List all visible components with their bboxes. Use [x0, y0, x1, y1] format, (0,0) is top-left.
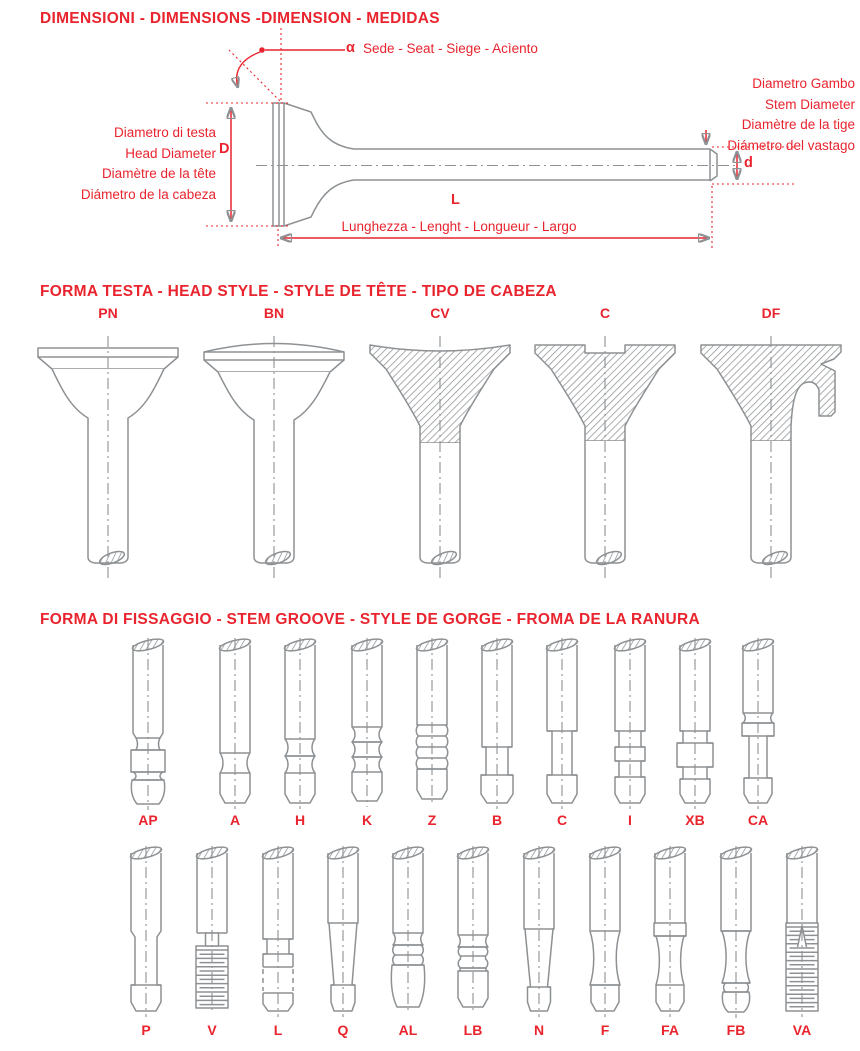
dimension-lines: [206, 28, 796, 249]
stem-groove-figure-fa: [637, 844, 703, 1020]
stem-figure-cell: [399, 636, 465, 812]
stem-figure-cell: [506, 844, 572, 1020]
stem-diameter-line-es: Diámetro del vastago: [727, 137, 855, 153]
head-style-figure-pn: [25, 328, 191, 592]
stem-groove-label-al: AL: [398, 1022, 418, 1038]
stem-figure-cell: [202, 636, 268, 812]
stem-groove-label-c: C: [556, 812, 568, 828]
stem-groove-figure-c: [529, 636, 595, 812]
head-diameter-line-es: Diámetro de la cabeza: [80, 186, 216, 202]
stem-groove-figure-h: [267, 636, 333, 812]
stem-figure-cell: [115, 636, 181, 812]
stem-diameter-line-en: Stem Diameter: [764, 96, 855, 112]
stem-groove-figure-b: [464, 636, 530, 812]
alpha-symbol: α: [346, 40, 355, 56]
seat-label: Sede - Seat - Siege - Acìento: [363, 41, 538, 56]
dimensions-section-title: DIMENSIONI - DIMENSIONS -DIMENSION - MEDIDAS: [40, 10, 440, 27]
stem-figure-cell: [464, 636, 530, 812]
stem-groove-label-h: H: [294, 812, 306, 828]
stem-groove-label-v: V: [207, 1022, 217, 1038]
stem-figure-cell: [375, 844, 441, 1020]
length-label: Lunghezza - Lenght - Longueur - Largo: [341, 219, 577, 234]
stem-groove-label-b: B: [491, 812, 503, 828]
valve-outline: [256, 103, 738, 226]
stem-figure-cell: [769, 844, 835, 1020]
stem-figure-cell: [179, 844, 245, 1020]
stem-figure-cell: [529, 636, 595, 812]
seat-angle-arc: [237, 52, 260, 88]
stem-groove-figure-va: [769, 844, 835, 1020]
stem-figure-cell: [725, 636, 791, 812]
stem-groove-figure-q: [310, 844, 376, 1020]
stem-groove-figure-z: [399, 636, 465, 812]
stem-groove-label-q: Q: [337, 1022, 349, 1038]
stem-grooves-section-title: FORMA DI FISSAGGIO - STEM GROOVE - STYLE DE GORGE - FROMA DE LA RANURA: [40, 611, 700, 628]
stem-groove-label-i: I: [628, 812, 632, 828]
stem-figure-cell: [267, 636, 333, 812]
length-symbol: L: [451, 192, 460, 208]
stem-groove-label-n: N: [533, 1022, 545, 1038]
stem-figure-cell: [310, 844, 376, 1020]
head-styles-section-title: FORMA TESTA - HEAD STYLE - STYLE DE TÊTE - TIPO DE CABEZA: [40, 283, 557, 300]
head-diameter-line-it: Diametro di testa: [113, 125, 216, 140]
stem-figure-cell: [572, 844, 638, 1020]
stem-groove-figure-lb: [440, 844, 506, 1020]
stem-groove-label-fb: FB: [726, 1022, 746, 1038]
stem-groove-label-z: Z: [427, 812, 437, 828]
stem-figure-cell: [637, 844, 703, 1020]
head-style-figure-df: [688, 328, 854, 592]
stem-groove-figure-k: [334, 636, 400, 812]
stem-groove-label-l: L: [273, 1022, 283, 1038]
head-style-figure-c: [522, 328, 688, 592]
stem-figure-cell: [703, 844, 769, 1020]
stem-groove-figure-a: [202, 636, 268, 812]
stem-diameter-label: [727, 74, 855, 156]
stem-groove-label-xb: XB: [685, 812, 705, 828]
stem-groove-label-k: K: [361, 812, 373, 828]
stem-figure-cell: [597, 636, 663, 812]
stem-diameter-line-fr: Diamètre de la tige: [741, 117, 855, 132]
stem-groove-label-p: P: [141, 1022, 151, 1038]
stem-groove-figure-p: [113, 844, 179, 1020]
stem-groove-figure-l: [245, 844, 311, 1020]
stem-diameter-line-it: Diametro Gambo: [752, 76, 855, 91]
head-style-label-cv: CV: [430, 305, 450, 321]
stem-figure-cell: [334, 636, 400, 812]
stem-groove-figure-xb: [662, 636, 728, 812]
stem-groove-figure-f: [572, 844, 638, 1020]
head-diameter-line-fr: Diamètre de la tête: [101, 166, 216, 181]
seat-angle-dot: [259, 47, 265, 53]
stem-figure-cell: [440, 844, 506, 1020]
stem-groove-label-lb: LB: [463, 1022, 483, 1038]
stem-groove-figure-al: [375, 844, 441, 1020]
stem-diameter-symbol: d: [744, 155, 753, 171]
head-diameter-line-en: Head Diameter: [125, 145, 216, 161]
stem-groove-label-ca: CA: [747, 812, 769, 828]
head-style-figure-bn: [191, 328, 357, 592]
stem-groove-label-f: F: [600, 1022, 610, 1038]
stem-groove-label-va: VA: [792, 1022, 812, 1038]
stem-figure-cell: [245, 844, 311, 1020]
stem-groove-figure-ap: [115, 636, 181, 812]
stem-groove-figure-i: [597, 636, 663, 812]
head-diameter-symbol: D: [219, 141, 230, 157]
stem-figure-cell: [113, 844, 179, 1020]
head-diameter-label: [81, 123, 216, 205]
head-style-label-bn: BN: [263, 305, 285, 321]
stem-groove-label-fa: FA: [661, 1022, 679, 1038]
stem-groove-figure-v: [179, 844, 245, 1020]
stem-figure-cell: [662, 636, 728, 812]
stem-groove-figure-fb: [703, 844, 769, 1020]
stem-groove-label-a: A: [229, 812, 241, 828]
stem-groove-figure-n: [506, 844, 572, 1020]
head-style-label-df: DF: [761, 305, 781, 321]
stem-groove-figure-ca: [725, 636, 791, 812]
head-style-label-c: C: [599, 305, 611, 321]
head-style-label-pn: PN: [98, 305, 118, 321]
head-style-figure-cv: [357, 328, 523, 592]
stem-groove-label-ap: AP: [138, 812, 158, 828]
